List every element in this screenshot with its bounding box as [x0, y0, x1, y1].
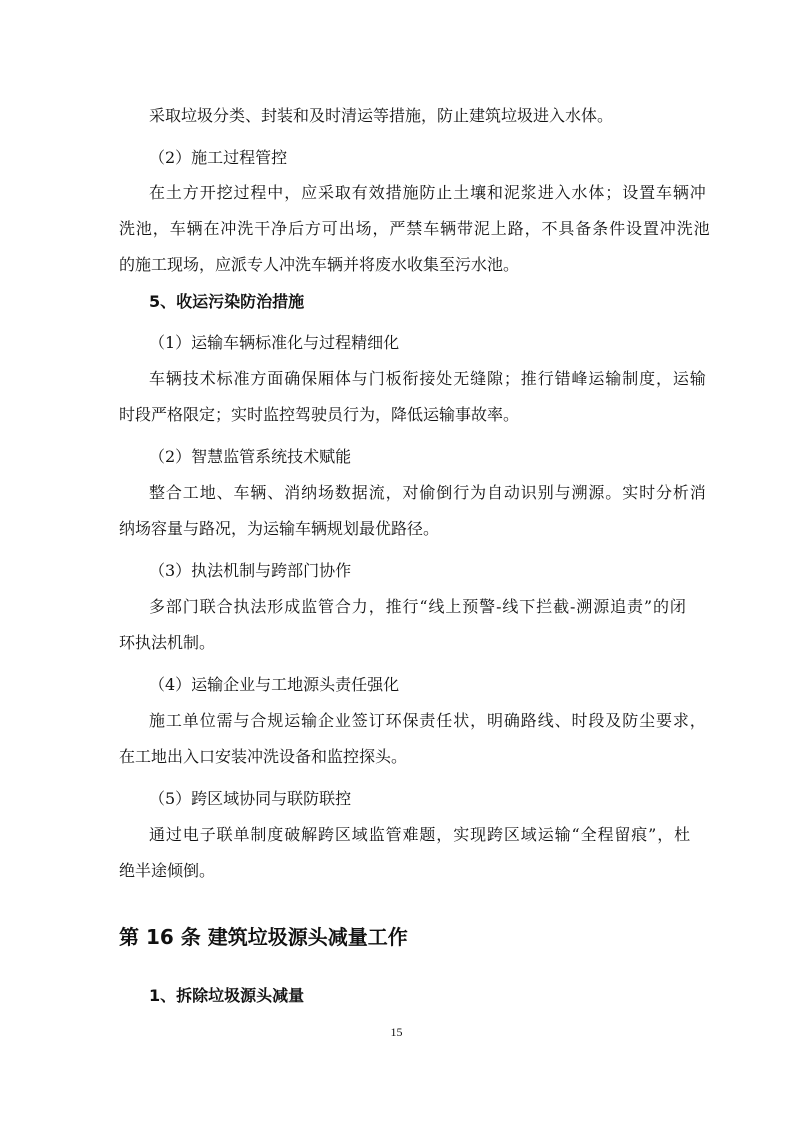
paragraph-line: 通过电子联单制度破解跨区域监管难题，实现跨区域运输“全程留痕”，杜: [149, 825, 692, 844]
paragraph-line: 整合工地、车辆、消纳场数据流，对偷倒行为自动识别与溯源。实时分析消: [149, 483, 707, 502]
paragraph-line: 多部门联合执法形成监管合力，推行“线上预警-线下拦截-溯源追责”的闭: [149, 597, 687, 616]
paragraph-line: 纳场容量与路况，为运输车辆规划最优路径。: [119, 519, 440, 538]
paragraph-line: 洗池，车辆在冲洗干净后方可出场，严禁车辆带泥上路，不具备条件设置冲洗池: [119, 219, 711, 238]
paragraph-line: 在土方开挖过程中，应采取有效措施防止土壤和泥浆进入水体；设置车辆冲: [149, 183, 707, 202]
sub-heading: （5）跨区域协同与联防联控: [149, 789, 352, 808]
sub-heading: （4）运输企业与工地源头责任强化: [149, 675, 400, 694]
paragraph-line: 的施工现场，应派专人冲洗车辆并将废水收集至污水池。: [119, 255, 520, 274]
paragraph-line: 车辆技术标准方面确保厢体与门板衔接处无缝隙；推行错峰运输制度，运输: [149, 369, 707, 388]
paragraph-line: 施工单位需与合规运输企业签订环保责任状，明确路线、时段及防尘要求，: [149, 711, 707, 730]
sub-heading: （2）智慧监管系统技术赋能: [149, 447, 352, 466]
paragraph-line: 时段严格限定；实时监控驾驶员行为，降低运输事故率。: [119, 405, 520, 424]
paragraph-line: 绝半途倾倒。: [119, 861, 216, 880]
paragraph-line: 采取垃圾分类、封装和及时清运等措施，防止建筑垃圾进入水体。: [149, 106, 614, 125]
sub-heading: （2）施工过程管控: [149, 148, 288, 167]
sub-heading: （1）运输车辆标准化与过程精细化: [149, 333, 400, 352]
page-number: 15: [390, 1025, 403, 1039]
section-heading: 5、收运污染防治措施: [149, 292, 305, 311]
paragraph-line: 在工地出入口安装冲洗设备和监控探头。: [119, 747, 408, 766]
paragraph-line: 环执法机制。: [119, 633, 216, 652]
section-heading: 1、拆除垃圾源头减量: [149, 986, 305, 1005]
sub-heading: （3）执法机制与跨部门协作: [149, 561, 352, 580]
article-heading: 第 16 条 建筑垃圾源头减量工作: [119, 925, 408, 949]
